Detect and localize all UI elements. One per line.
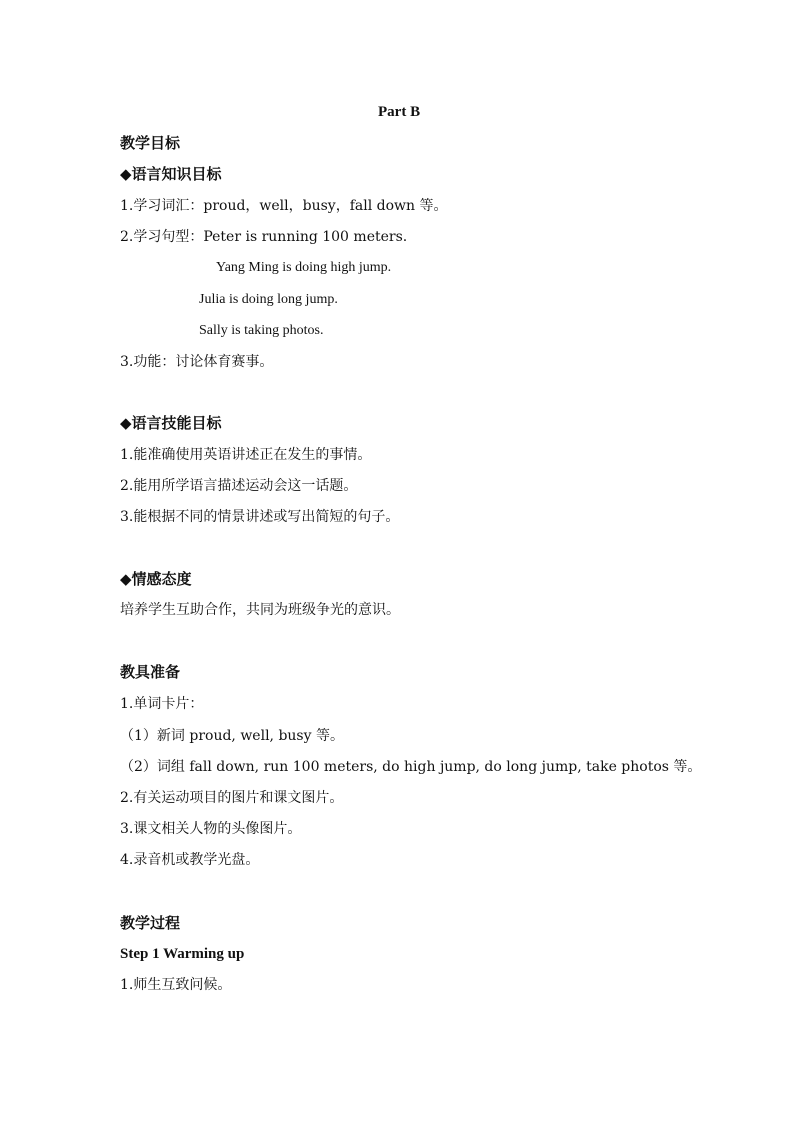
attitude-heading: ◆情感态度	[120, 570, 192, 588]
materials-item: 1.单词卡片：	[120, 696, 204, 712]
skills-item: 1.能准确使用英语讲述正在发生的事情。	[120, 447, 372, 463]
vocab-line: 1.学习词汇：proud，well，busy，fall down 等。	[120, 198, 448, 214]
skills-heading: ◆语言技能目标	[120, 414, 222, 432]
materials-item: 2.有关运动项目的图片和课文图片。	[120, 790, 344, 806]
materials-heading: 教具准备	[120, 663, 181, 681]
pattern-line: Julia is doing long jump.	[199, 292, 338, 307]
process-heading: 教学过程	[120, 914, 181, 932]
materials-item: 3.课文相关人物的头像图片。	[120, 821, 302, 837]
page-title: Part B	[378, 104, 421, 120]
patterns-line: 2.学习句型：Peter is running 100 meters.	[120, 229, 408, 245]
materials-subitem: （1）新词 proud, well, busy 等。	[120, 728, 344, 744]
attitude-text: 培养学生互助合作，共同为班级争光的意识。	[120, 602, 400, 618]
objectives-heading: 教学目标	[120, 134, 181, 152]
skills-item: 3.能根据不同的情景讲述或写出简短的句子。	[120, 509, 400, 525]
materials-item: 4.录音机或教学光盘。	[120, 852, 260, 868]
process-item: 1.师生互致问候。	[120, 977, 232, 993]
skills-item: 2.能用所学语言描述运动会这一话题。	[120, 478, 358, 494]
pattern-line: Sally is taking photos.	[199, 323, 324, 338]
pattern-line: Yang Ming is doing high jump.	[216, 260, 392, 275]
materials-subitem: （2）词组 fall down, run 100 meters, do high jump, do long jump, take photos 等。	[120, 759, 702, 775]
knowledge-heading: ◆语言知识目标	[120, 165, 222, 183]
step-heading: Step 1 Warming up	[120, 946, 245, 962]
function-line: 3.功能：讨论体育赛事。	[120, 354, 274, 370]
